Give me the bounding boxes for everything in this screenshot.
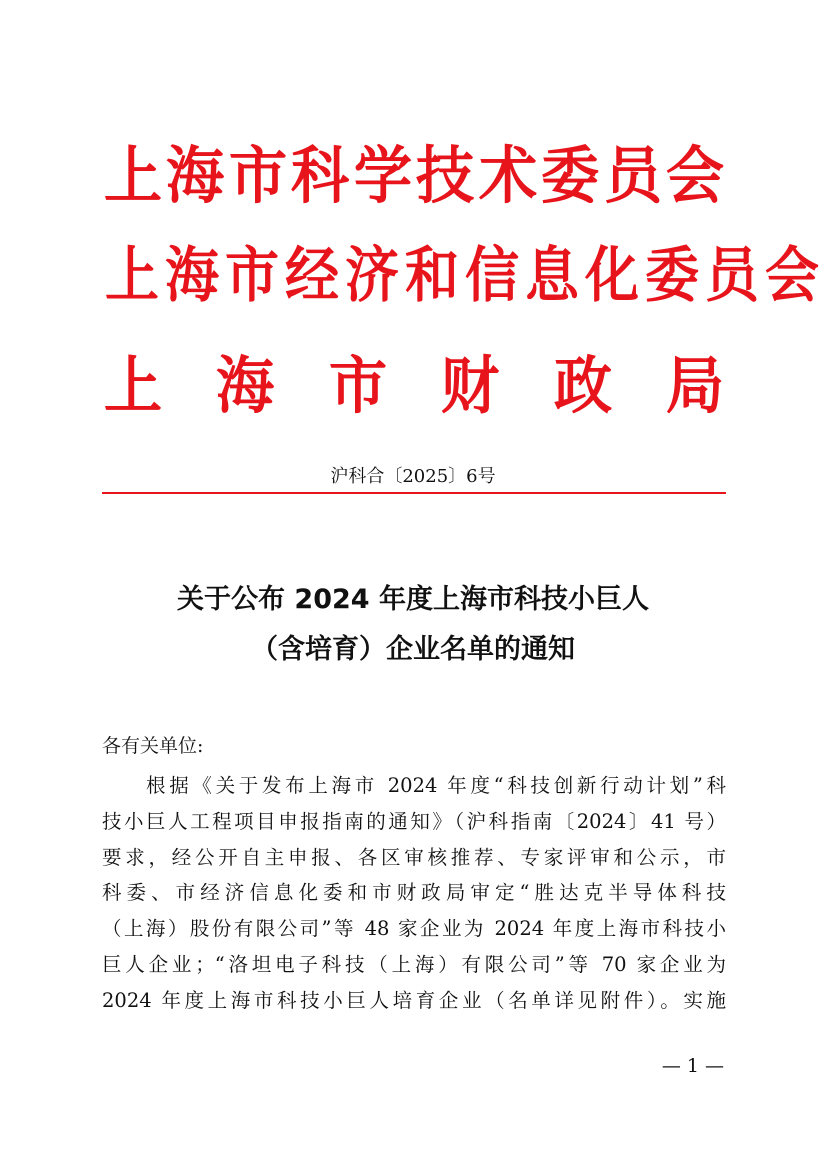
body-line: 根据《关于发布上海市 2024 年度“科技创新行动计划”科 <box>146 774 726 797</box>
issuer-line-3 <box>102 345 726 427</box>
document-title-line-2: （含培育）企业名单的通知 <box>251 634 575 665</box>
issuer-char: 员 <box>705 241 759 311</box>
issuer-char: 息 <box>525 241 579 311</box>
issuer-char: 市 <box>328 349 387 422</box>
issuer-char: 学 <box>353 139 412 212</box>
issuer-char: 员 <box>603 139 662 212</box>
issuer-char: 上 <box>103 139 163 212</box>
issuer-char: 上 <box>103 349 163 422</box>
issuer-line-2 <box>102 235 819 317</box>
issuer-line-1 <box>102 135 726 217</box>
body-line: 巨人企业；“洛坦电子科技（上海）有限公司”等 70 家企业为 <box>102 952 726 976</box>
issuer-char: 经 <box>285 241 339 311</box>
issuer-char: 上 <box>105 241 159 311</box>
issuer-char: 委 <box>645 241 699 311</box>
issuer-char: 信 <box>465 241 519 311</box>
issuer-char: 海 <box>166 139 225 212</box>
body-line: 2024 年度上海市科技小巨人培育企业（名单详见附件）。实施 <box>102 988 726 1012</box>
body-line: （上海）股份有限公司”等 48 家企业为 2024 年度上海市科技小 <box>102 917 726 941</box>
issuer-char: 海 <box>165 241 219 311</box>
body-line: 要求，经公开自主申报、各区审核推荐、专家评审和公示，市 <box>102 845 726 869</box>
issuer-char: 和 <box>405 241 459 311</box>
issuer-char: 术 <box>478 139 537 212</box>
issuer-char: 济 <box>345 241 399 311</box>
document-number: 沪科合〔2025〕6号 <box>330 466 496 487</box>
page-number: — 1 — <box>661 1055 724 1077</box>
salutation: 各有关单位: <box>102 735 204 757</box>
body-line: 科委、市经济信息化委和市财政局审定“胜达克半导体科技 <box>102 881 726 905</box>
document-title-line-1: 关于公布 2024 年度上海市科技小巨人 <box>177 584 649 615</box>
body-line: 技小巨人工程项目申报指南的通知》（沪科指南〔2024〕41 号） <box>102 809 726 833</box>
issuer-char: 化 <box>585 241 639 311</box>
body-text <box>102 768 726 1019</box>
issuer-char: 市 <box>225 241 279 311</box>
issuer-char: 局 <box>665 349 725 422</box>
issuer-char: 技 <box>416 139 475 212</box>
issuer-char: 会 <box>765 241 819 311</box>
issuer-char: 海 <box>216 349 275 422</box>
issuer-char: 财 <box>441 349 500 422</box>
issuer-char: 会 <box>665 139 725 212</box>
issuer-char: 市 <box>228 139 288 212</box>
header-divider <box>102 492 726 494</box>
issuer-char: 科 <box>291 139 350 212</box>
issuer-char: 委 <box>540 139 600 212</box>
issuer-char: 政 <box>553 349 612 422</box>
